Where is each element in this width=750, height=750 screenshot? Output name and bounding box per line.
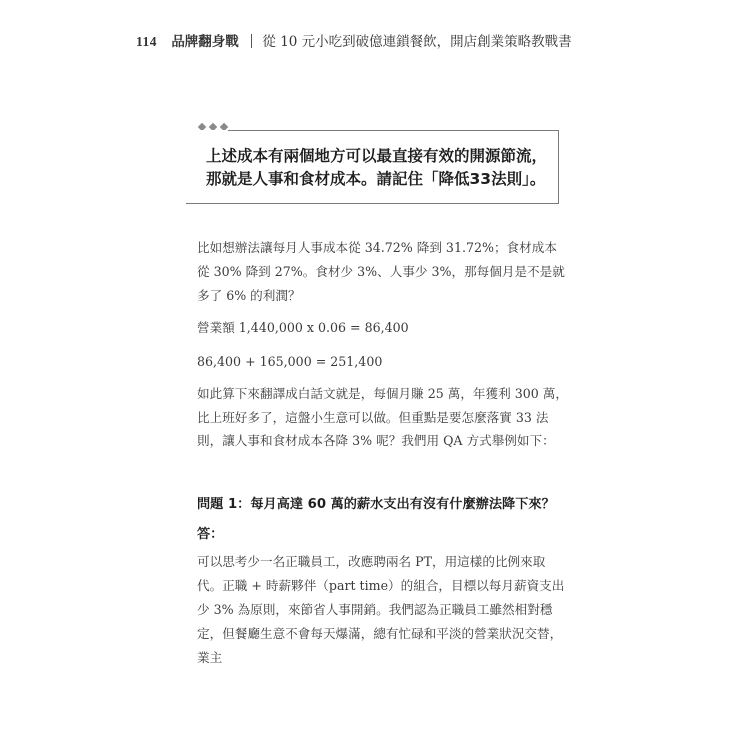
callout-line-2: 那就是人事和食材成本。請記住「降低33法則」。 — [206, 170, 546, 188]
paragraph-2: 如此算下來翻譯成白話文就是，每個月賺 25 萬，年獲利 300 萬，比上班好多了，這盤小生意可以做。但重點是要怎麼落實 33 法則，讓人事和食材成本各降 3% 呢？我們用 QA 方式舉例如下： — [197, 386, 568, 448]
answer-label: 答： — [197, 527, 224, 542]
paragraph-1: 比如想辦法讓每月人事成本從 34.72% 降到 31.72%；食材成本從 30% 降到 27%。食材少 3%、人事少 3%，那每個月是不是就多了 6% 的利潤？ — [197, 240, 565, 303]
running-header — [136, 30, 696, 54]
formula-revenue: 營業額 1,440,000 x 0.06 = 86,400 — [197, 320, 409, 335]
header-divider — [251, 34, 252, 48]
question-1: 問題 1：每月高達 60 萬的薪水支出有沒有什麼辦法降下來？ — [197, 497, 555, 512]
book-subtitle: 從 10 元小吃到破億連鎖餐飲，開店創業策略教戰書 — [262, 34, 572, 50]
answer-text: 可以思考少一名正職員工，改應聘兩名 PT，用這樣的比例來取代。正職 + 時薪夥伴（part time）的組合，目標以每月薪資支出少 3% 為原則，來節省人事開銷。我們認為正職員工雖然相對穩定，但餐廳生意不會每天爆滿，總有忙碌和平淡的營業狀況交替，業主 — [197, 554, 565, 665]
callout-text — [206, 145, 551, 191]
book-title: 品牌翻身戰 — [171, 34, 239, 50]
formula-total: 86,400 + 165,000 = 251,400 — [197, 354, 383, 369]
callout-line-1: 上述成本有兩個地方可以最直接有效的開源節流， — [206, 147, 548, 165]
page-number: 114 — [136, 34, 158, 49]
callout-box — [186, 130, 559, 204]
